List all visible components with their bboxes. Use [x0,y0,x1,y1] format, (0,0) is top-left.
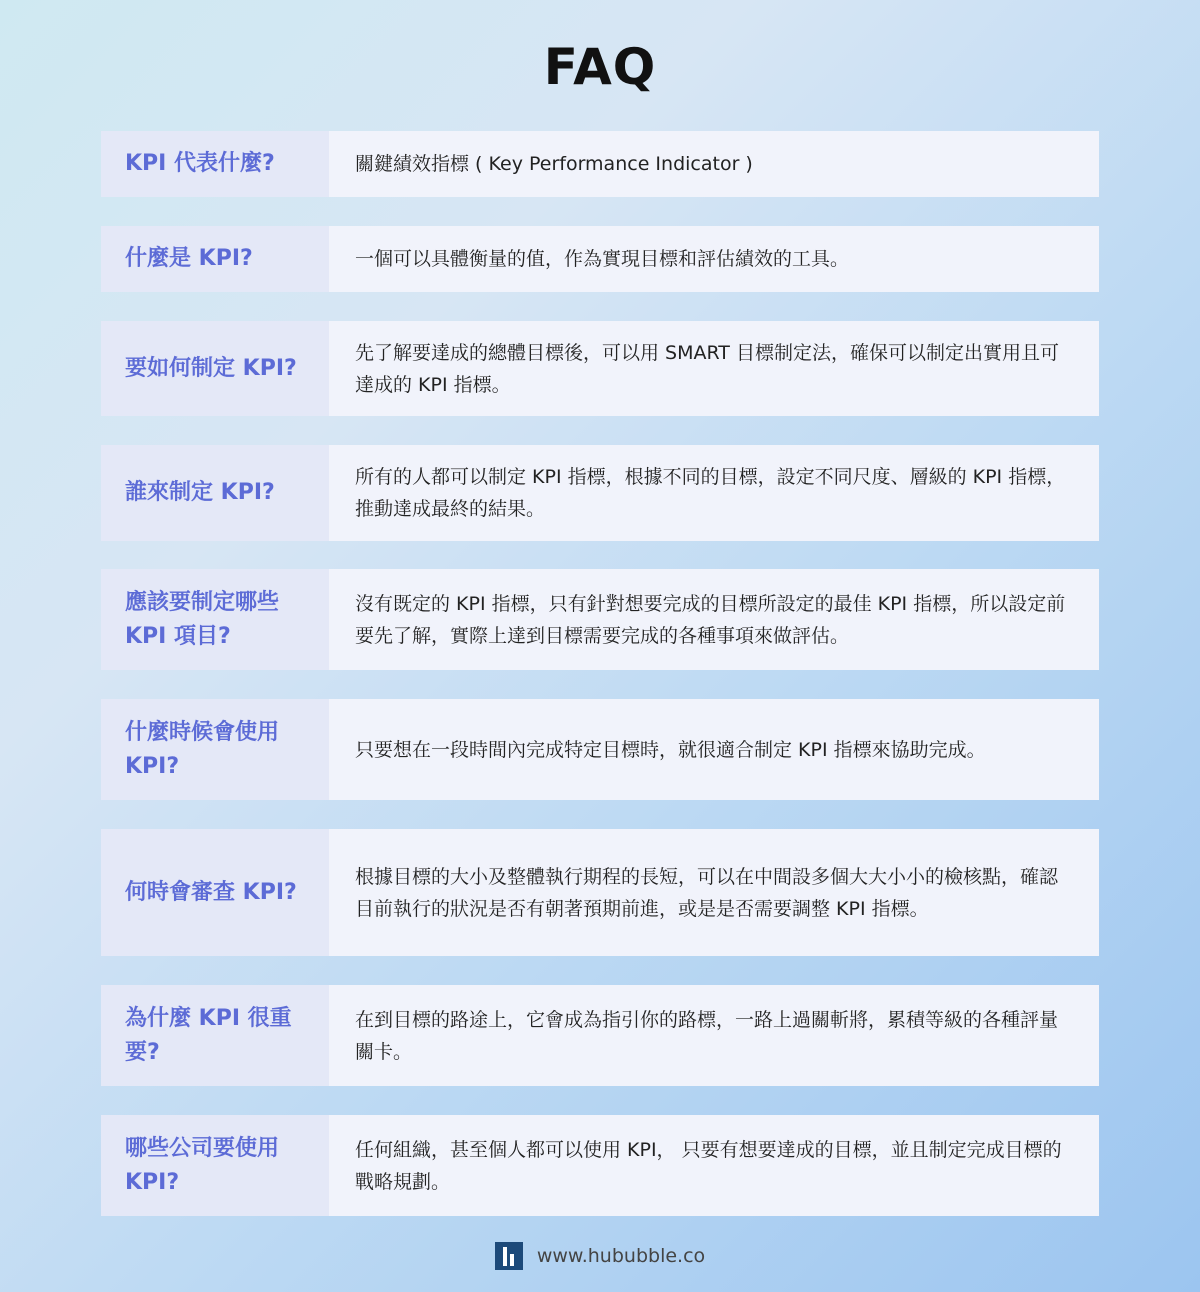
page-title: FAQ [543,38,657,96]
faq-answer: 只要想在一段時間內完成特定目標時，就很適合制定 KPI 指標來協助完成。 [329,699,1099,800]
faq-question: 什麼是 KPI? [101,226,329,292]
footer [0,1242,1200,1270]
faq-answer: 先了解要達成的總體目標後，可以用 SMART 目標制定法，確保可以制定出實用且可達成的 KPI 指標。 [329,321,1099,416]
faq-row [101,226,1099,292]
faq-answer: 一個可以具體衡量的值，作為實現目標和評估績效的工具。 [329,226,1099,292]
hububble-logo-icon [495,1242,523,1270]
faq-row [101,985,1099,1086]
faq-row [101,131,1099,197]
faq-answer: 所有的人都可以制定 KPI 指標，根據不同的目標，設定不同尺度、層級的 KPI 指標，推動達成最終的結果。 [329,445,1099,541]
faq-question: 要如何制定 KPI? [101,321,329,416]
faq-question: 什麼時候會使用 KPI? [101,699,329,800]
faq-question: 何時會審查 KPI? [101,829,329,956]
faq-row [101,321,1099,416]
faq-answer: 任何組織，甚至個人都可以使用 KPI， 只要有想要達成的目標，並且制定完成目標的戰略規劃。 [329,1115,1099,1216]
faq-row [101,1115,1099,1216]
faq-answer: 根據目標的大小及整體執行期程的長短，可以在中間設多個大大小小的檢核點，確認目前執行的狀況是否有朝著預期前進，或是是否需要調整 KPI 指標。 [329,829,1099,956]
faq-answer: 關鍵績效指標 ( Key Performance Indicator ) [329,131,1099,197]
faq-answer: 在到目標的路途上，它會成為指引你的路標，一路上過關斬將，累積等級的各種評量關卡。 [329,985,1099,1086]
faq-row [101,569,1099,670]
faq-question: 哪些公司要使用 KPI? [101,1115,329,1216]
faq-row [101,829,1099,956]
footer-url[interactable]: www.hububble.co [536,1245,706,1267]
faq-question: 應該要制定哪些 KPI 項目? [101,569,329,670]
faq-question: 為什麼 KPI 很重要? [101,985,329,1086]
faq-question: KPI 代表什麼? [101,131,329,197]
faq-row [101,699,1099,800]
faq-answer: 沒有既定的 KPI 指標，只有針對想要完成的目標所設定的最佳 KPI 指標，所以設定前要先了解，實際上達到目標需要完成的各種事項來做評估。 [329,569,1099,670]
faq-question: 誰來制定 KPI? [101,445,329,541]
faq-row [101,445,1099,541]
